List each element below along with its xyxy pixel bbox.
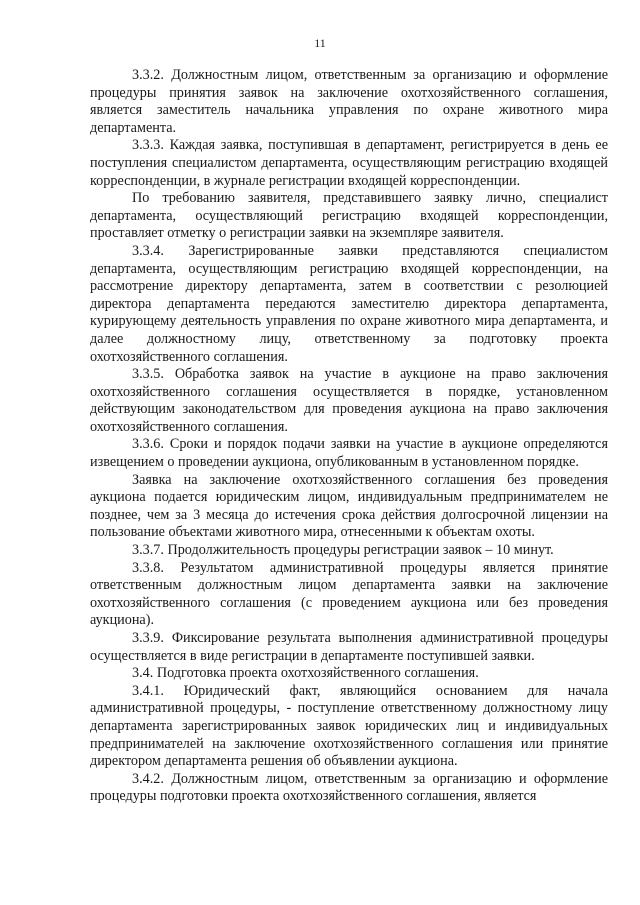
paragraph-3-3-4: 3.3.4. Зарегистрированные заявки представляются специалистом департамента, осуществляющим регистрацию входящей корреспонденции, на рассмотрение директору департамента, затем в соответствии с резолюцией директора департамента передаются заместителю директора департамента, курирующему деятельность управления по охране животного мира департамента, и далее должностному лицу, ответственному за подготовку проекта охотхозяйственного соглашения. bbox=[90, 242, 608, 365]
paragraph-3-3-9: 3.3.9. Фиксирование результата выполнения административной процедуры осуществляется в виде регистрации в департаменте поступившей заявки. bbox=[90, 630, 608, 664]
paragraph-3-4-2: 3.4.2. Должностным лицом, ответственным за организацию и оформление процедуры подготовки проекта охотхозяйственного соглашения, является bbox=[90, 770, 608, 805]
paragraph-3-3-5: 3.3.5. Обработка заявок на участие в аукционе на право заключения охотхозяйственного соглашения осуществляется в порядке, установленном действующим законодательством для проведения аукциона на право заключения охотхозяйственного соглашения. bbox=[90, 366, 608, 435]
paragraph-3-3-3: 3.3.3. Каждая заявка, поступившая в департамент, регистрируется в день ее поступления специалистом департамента, осуществляющим регистрацию входящей корреспонденции, в журнале регистрации входящей корреспонденции. bbox=[90, 137, 608, 189]
paragraph-3-3-8: 3.3.8. Результатом административной процедуры является принятие ответственным должностным лицом департамента заявки на заключение охотхозяйственного соглашения (с проведением аукциона или без проведения аукциона). bbox=[90, 559, 608, 629]
paragraph-3-3-6: 3.3.6. Сроки и порядок подачи заявки на участие в аукционе определяются извещением о проведении аукциона, опубликованным в установленном порядке. bbox=[90, 436, 608, 471]
paragraph-3-4-1: 3.4.1. Юридический факт, являющийся основанием для начала административной процедуры, - поступление ответственному должностному лицу департамента зарегистрированных заявок юридических лиц и индивидуальных предпринимателей на заключение охотхозяйственного соглашения или принятие директором департамента решения об объявлении аукциона. bbox=[90, 682, 608, 770]
paragraph-applicant-request: По требованию заявителя, представившего заявку лично, специалист департамента, осуществляющий регистрацию входящей корреспонденции, проставляет отметку о регистрации заявки на экземпляре заявителя. bbox=[90, 190, 608, 242]
paragraph-3-3-7: 3.3.7. Продолжительность процедуры регистрации заявок – 10 минут. bbox=[132, 542, 554, 559]
paragraph-application-without-auction: Заявка на заключение охотхозяйственного соглашения без проведения аукциона подается юридическим лицом, индивидуальным предпринимателем не позднее, чем за 3 месяца до истечения срока действия долгосрочной лицензии на пользование объектами животного мира, отнесенными к объектам охоты. bbox=[90, 471, 608, 541]
paragraph-3-4: 3.4. Подготовка проекта охотхозяйственного соглашения. bbox=[132, 665, 479, 682]
page-number: 11 bbox=[314, 36, 326, 50]
paragraph-3-3-2: 3.3.2. Должностным лицом, ответственным за организацию и оформление процедуры принятия заявок на заключение охотхозяйственного соглашения, является заместитель начальника управления по охране животного мира департамента. bbox=[90, 67, 608, 136]
document-body bbox=[90, 67, 608, 806]
